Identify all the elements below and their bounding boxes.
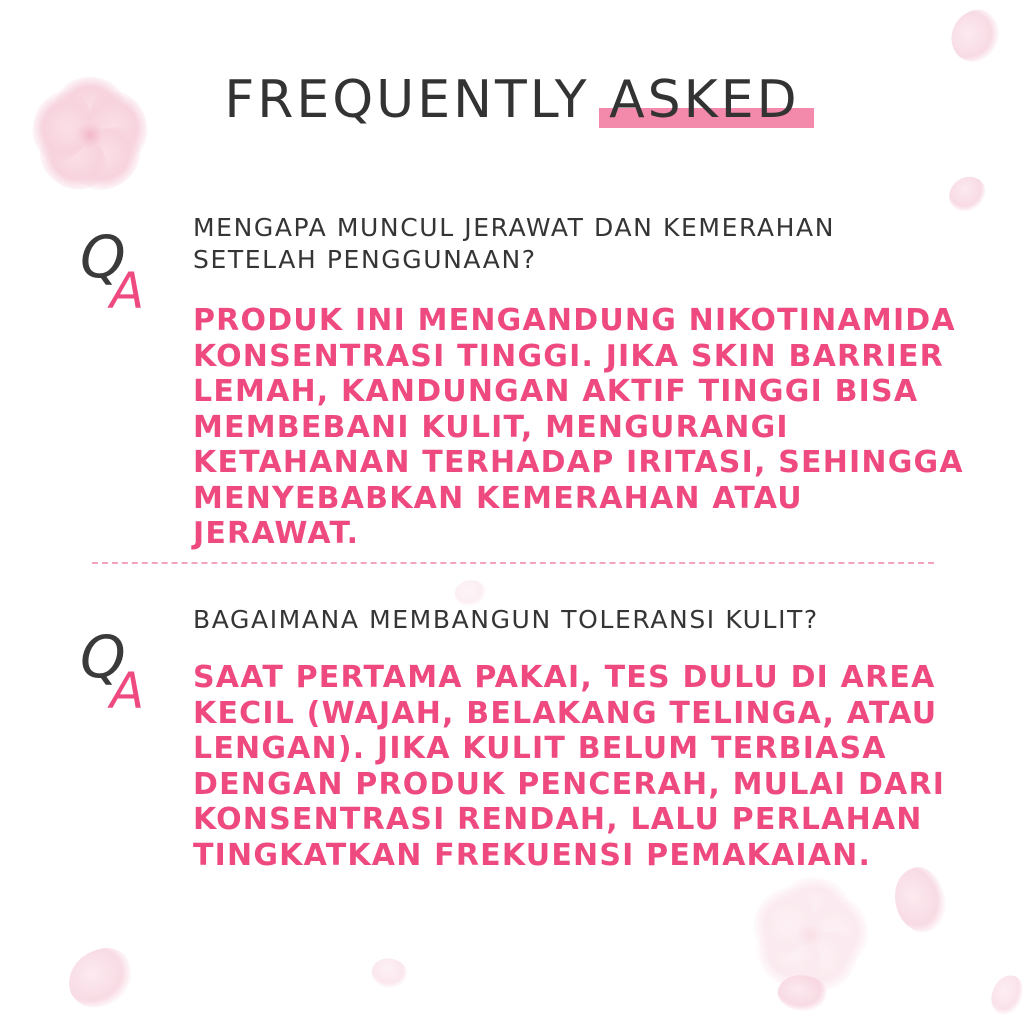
q-mark: Q: [80, 623, 126, 691]
faq-question: MENGAPA MUNCUL JERAWAT DAN KEMERAHAN SETELAH PENGGUNAAN?: [193, 213, 836, 274]
a-mark: A: [110, 662, 145, 720]
section-divider: [92, 562, 934, 564]
qa-icon: [80, 223, 170, 328]
faq-question: BAGAIMANA MEMBANGUN TOLERANSI KULIT?: [193, 605, 819, 634]
faq-answer: SAAT PERTAMA PAKAI, TES DULU DI AREA KECIL (WAJAH, BELAKANG TELINGA, ATAU LENGAN). JIKA KULIT BELUM TERBIASA DENGAN PRODUK PENCERAH, MULAI DARI KONSENTRASI RENDAH, LALU PERLAHAN TINGKATKAN FREKUENSI PEMAKAIAN.: [193, 660, 946, 873]
petal-icon: [989, 973, 1024, 1018]
faq-answer: PRODUK INI MENGANDUNG NIKOTINAMIDA KONSENTRASI TINGGI. JIKA SKIN BARRIER LEMAH, KANDUNGAN AKTIF TINGGI BISA MEMBEBANI KULIT, MENGURANGI KETAHANAN TERHADAP IRITASI, SEHINGGA MENYEBABKAN KEMERAHAN ATAU JERAWAT.: [193, 303, 964, 551]
petal-icon: [62, 943, 138, 1014]
qa-icon: [80, 623, 170, 728]
title-word-1: FREQUENTLY: [224, 70, 590, 130]
petal-icon: [367, 952, 411, 995]
title-word-2: ASKED: [609, 70, 800, 130]
petal-icon: [941, 3, 1008, 70]
q-mark: Q: [80, 223, 126, 291]
a-mark: A: [110, 262, 145, 320]
page-title: [0, 70, 1024, 130]
petal-icon: [945, 171, 989, 216]
title-highlight: [609, 70, 800, 130]
